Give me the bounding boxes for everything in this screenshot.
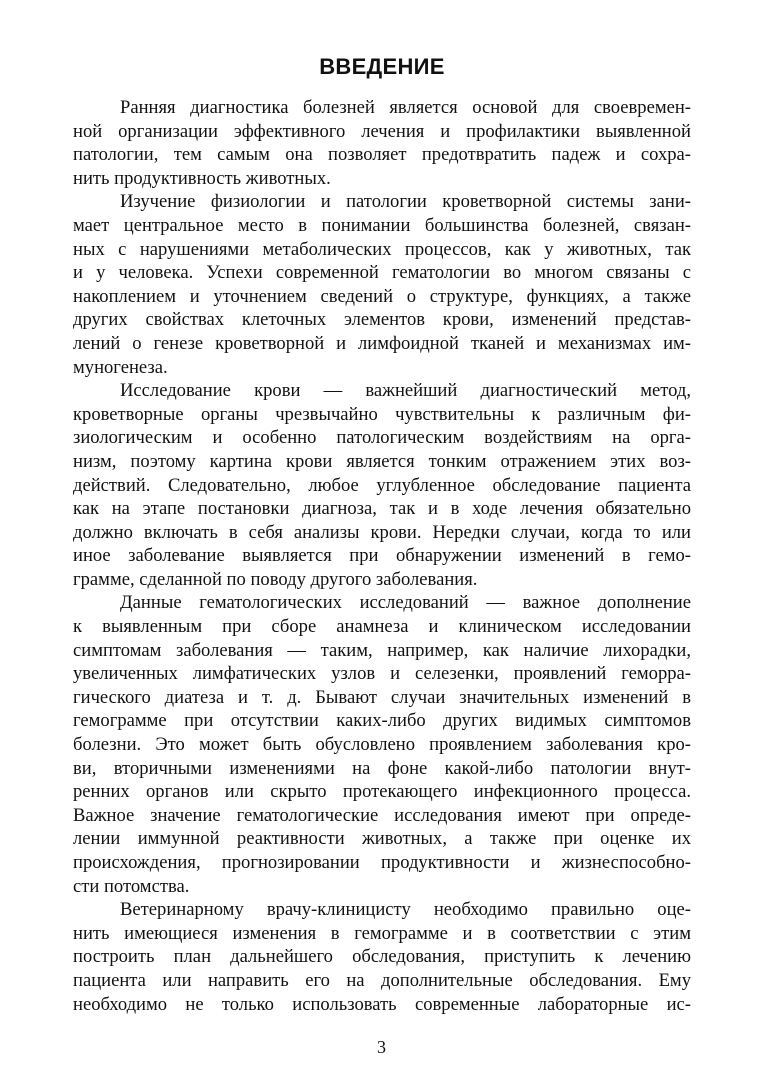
text-line: накоплением и уточнением сведений о структуре, функциях, а также (73, 285, 691, 307)
text-line: нить продуктивность животных. (73, 167, 331, 189)
text-line: Важное значение гематологические исследования имеют при опреде- (73, 804, 691, 826)
text-line: Изучение физиологии и патологии кроветворной системы зани- (120, 191, 691, 213)
text-line: как на этапе постановки диагноза, так и в ходе лечения обязательно (73, 498, 691, 520)
text-line: действий. Следовательно, любое углубленное обследование пациента (73, 474, 691, 496)
text-line: ренних органов или скрыто протекающего инфекционного процесса. (73, 781, 691, 803)
text-line: гического диатеза и т. д. Бывают случаи значительных изменений в (73, 686, 691, 708)
paragraph-5 (73, 898, 691, 1016)
text-line: происхождения, прогнозировании продуктивности и жизнеспособно- (73, 852, 691, 873)
text-line: иное заболевание выявляется при обнаружении изменений в гемо- (73, 545, 691, 567)
text-line: увеличенных лимфатических узлов и селезенки, проявлений геморра- (73, 663, 691, 685)
text-line: патологии, тем самым она позволяет предотвратить падеж и сохра- (73, 144, 691, 166)
paragraph-1 (73, 96, 691, 190)
text-line: пациента или направить его на дополнительные обследования. Ему (73, 969, 691, 991)
text-line: грамме, сделанной по поводу другого заболевания. (73, 568, 478, 590)
text-line: других свойствах клеточных элементов крови, изменений представ- (73, 309, 691, 331)
text-line: необходимо не только использовать современные лабораторные ис- (73, 993, 691, 1015)
text-line: лении иммунной реактивности животных, а также при оценке их (73, 828, 691, 850)
paragraph-4 (73, 591, 691, 898)
text-line: зиологическим и особенно патологическим воздействиям на орга- (73, 427, 691, 449)
text-line: Исследование крови — важнейший диагностический метод, (120, 380, 691, 402)
text-line: и у человека. Успехи современной гематологии во многом связаны с (73, 262, 691, 284)
text-line: сти потомства. (73, 875, 190, 897)
page-number: 3 (377, 1037, 386, 1057)
document-page (73, 54, 691, 1016)
text-line: кроветворные органы чрезвычайно чувствительны к различным фи- (73, 403, 691, 425)
text-line: Ветеринарному врачу-клиницисту необходимо правильно оце- (120, 899, 691, 921)
text-line: к выявленным при сборе анамнеза и клиническом исследовании (73, 616, 691, 638)
text-line: муногенеза. (73, 356, 168, 378)
paragraph-2 (73, 190, 691, 379)
text-line: построить план дальнейшего обследования, приступить к лечению (73, 946, 691, 968)
text-line: мает центральное место в понимании большинства болезней, связан- (73, 214, 691, 236)
text-line: низм, поэтому картина крови является тонким отражением этих воз- (73, 450, 691, 472)
text-line: нить имеющиеся изменения в гемограмме и в соответствии с этим (73, 922, 691, 944)
text-line: симптомам заболевания — таким, например, как наличие лихорадки, (73, 639, 691, 661)
text-line: ных с нарушениями метаболических процессов, как у животных, так (73, 238, 691, 260)
text-line: лений о генезе кроветворной и лимфоидной тканей и механизмах им- (73, 332, 691, 354)
text-line: ви, вторичными изменениями на фоне какой-либо патологии внут- (73, 757, 691, 779)
text-line: должно включать в себя анализы крови. Нередки случаи, когда то или (73, 521, 691, 543)
text-line: Данные гематологических исследований — важное дополнение (120, 592, 691, 614)
text-line: Ранняя диагностика болезней является основой для своевремен- (120, 97, 691, 118)
text-line: ной организации эффективного лечения и профилактики выявленной (73, 120, 691, 142)
body-text (73, 96, 691, 1016)
text-line: гемограмме при отсутствии каких-либо других видимых симптомов (73, 710, 691, 732)
paragraph-3 (73, 379, 691, 591)
page-title: ВВЕДЕНИЕ (319, 54, 445, 79)
text-line: болезни. Это может быть обусловлено проявлением заболевания кро- (73, 734, 691, 756)
